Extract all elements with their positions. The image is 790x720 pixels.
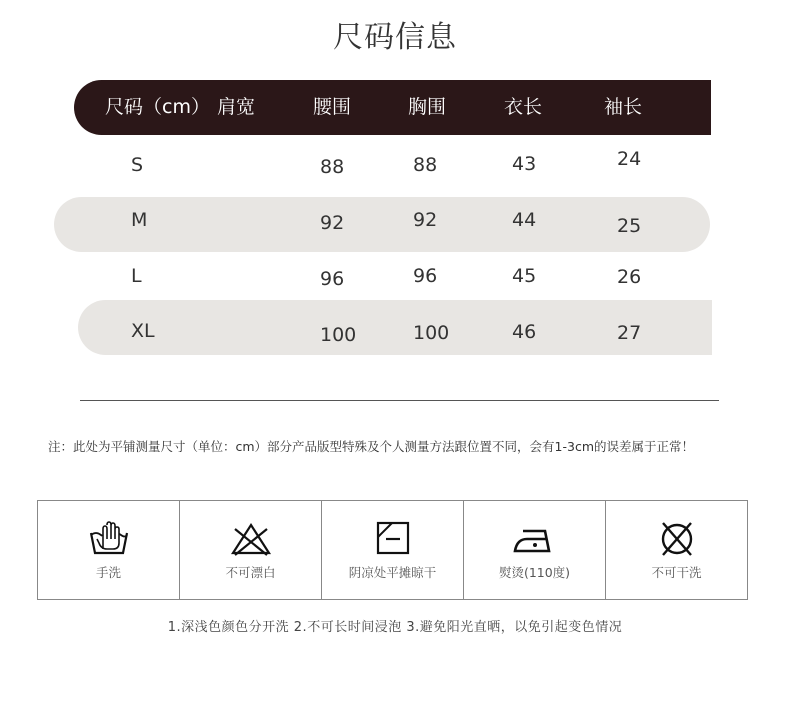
divider	[80, 400, 719, 401]
measurement-note: 注：此处为平铺测量尺寸（单位：cm）部分产品版型特殊及个人测量方法跟位置不同，会有1-3cm的误差属于正常！	[48, 439, 695, 454]
cell-waist: 92	[320, 212, 345, 234]
row-band	[54, 197, 710, 252]
care-no-dry-clean	[606, 501, 747, 599]
header-length: 衣长	[504, 96, 543, 118]
hand-wash-icon	[87, 519, 131, 559]
cell-length: 43	[512, 153, 537, 175]
cell-size: M	[131, 209, 148, 231]
cell-chest: 88	[413, 154, 438, 176]
cell-sleeve: 27	[617, 322, 642, 344]
care-instructions	[37, 500, 748, 600]
cell-size: XL	[131, 320, 155, 342]
header-sleeve: 袖长	[604, 96, 643, 118]
table-header	[74, 80, 711, 135]
cell-size: L	[131, 265, 142, 287]
cell-length: 45	[512, 265, 537, 287]
no-tumble-dry-icon	[655, 519, 699, 559]
care-tips: 1.深浅色颜色分开洗 2.不可长时间浸泡 3.避免阳光直晒，以免引起变色情况	[167, 620, 623, 635]
page-title: 尺码信息	[333, 20, 457, 55]
cell-chest: 96	[413, 265, 438, 287]
header-chest: 胸围	[408, 96, 447, 118]
care-label: 手洗	[95, 565, 121, 580]
care-hand-wash	[38, 501, 180, 599]
cell-sleeve: 25	[617, 215, 642, 237]
cell-length: 46	[512, 321, 537, 343]
cell-size: S	[131, 154, 144, 176]
cell-chest: 92	[413, 209, 438, 231]
iron-icon	[513, 519, 557, 559]
cell-waist: 96	[320, 268, 345, 290]
care-no-bleach	[180, 501, 322, 599]
care-dry-flat-shade	[322, 501, 464, 599]
cell-chest: 100	[413, 322, 450, 344]
cell-sleeve: 26	[617, 266, 642, 288]
dry-flat-shade-icon	[371, 519, 415, 559]
header-size: 尺码（cm）	[105, 96, 210, 118]
care-label: 不可干洗	[651, 565, 702, 580]
cell-waist: 88	[320, 156, 345, 178]
care-iron	[464, 501, 606, 599]
cell-length: 44	[512, 209, 537, 231]
header-waist: 腰围	[313, 96, 352, 118]
care-label: 不可漂白	[225, 565, 276, 580]
cell-waist: 100	[320, 324, 357, 346]
header-shoulder: 肩宽	[217, 96, 256, 118]
no-bleach-icon	[229, 519, 273, 559]
care-label: 熨烫(110度)	[498, 565, 571, 580]
care-label: 阴凉处平摊晾干	[348, 565, 437, 580]
cell-sleeve: 24	[617, 148, 642, 170]
